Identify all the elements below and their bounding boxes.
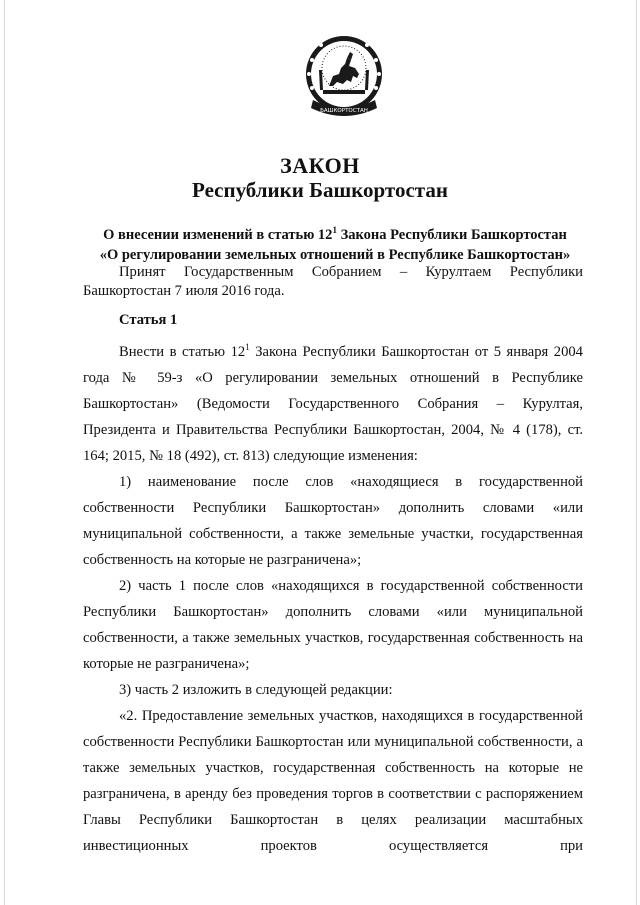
law-title-line-1 <box>70 220 600 245</box>
law-title-superscript: 1 <box>332 225 337 235</box>
intro-superscript: 1 <box>245 342 250 352</box>
intro-post: Закона Республики Башкортостан от 5 января 2004 года № 59-з «О регулировании земельных отношений в Республике Башкортостан» (Ведомости Государственного Собрания – Курултая, Президента и Правительства Республики Башкортостан, 2004, № 4 (178), ст. 164; 2015, № 18 (492), ст. 813) следующие изменения: <box>83 343 583 464</box>
intro-pre: Внести в статью 12 <box>119 343 246 360</box>
document-issuer: Республики Башкортостан <box>192 178 448 202</box>
article-intro <box>83 334 583 469</box>
emblem-caption: БАШКОРТОСТАН <box>320 108 368 114</box>
amendment-item-3: 3) часть 2 изложить в следующей редакции: <box>119 681 393 698</box>
amendment-item-1: 1) наименование после слов «находящиеся в государственной собственности Республики Башкортостан» дополнить словами «или муниципальной собственности, а также земельные участки, государственная собственность на которые не разграничена»; <box>83 473 583 568</box>
amendment-new-text: «2. Предоставление земельных участков, находящихся в государственной собственности Республики Башкортостан или муниципальной собственности, а также земельных участков, государственная собственность на которые не разграничена, в аренду без проведения торгов в соответствии с распоряжением Главы Республики Башкортостан в целях реализации масштабных инвестиционных проектов осуществляется при <box>83 707 583 854</box>
scan-edge-left <box>4 0 5 905</box>
adoption-note <box>83 263 583 301</box>
law-title-line-1-pre: О внесении изменений в статью 12 <box>103 226 333 243</box>
adoption-text: Принят Государственным Собранием – Курултаем Республики Башкортостан 7 июля 2016 года. <box>83 264 583 299</box>
scan-edge-right <box>636 0 637 905</box>
article-body <box>83 334 583 859</box>
bashkortostan-coat-of-arms-icon <box>303 30 385 126</box>
amendment-item-2: 2) часть 1 после слов «находящихся в государственной собственности Республики Башкортостан» дополнить словами «или муниципальной собственности, а также земельных участков, государственная собственность на которые не разграничена»; <box>83 577 583 672</box>
law-title-line-1-post: Закона Республики Башкортостан <box>336 226 567 243</box>
article-heading: Статья 1 <box>119 312 178 328</box>
law-title <box>70 220 600 265</box>
law-title-line-2: «О регулировании земельных отношений в Республике Башкортостан» <box>99 246 571 263</box>
document-title: ЗАКОН <box>280 153 360 178</box>
